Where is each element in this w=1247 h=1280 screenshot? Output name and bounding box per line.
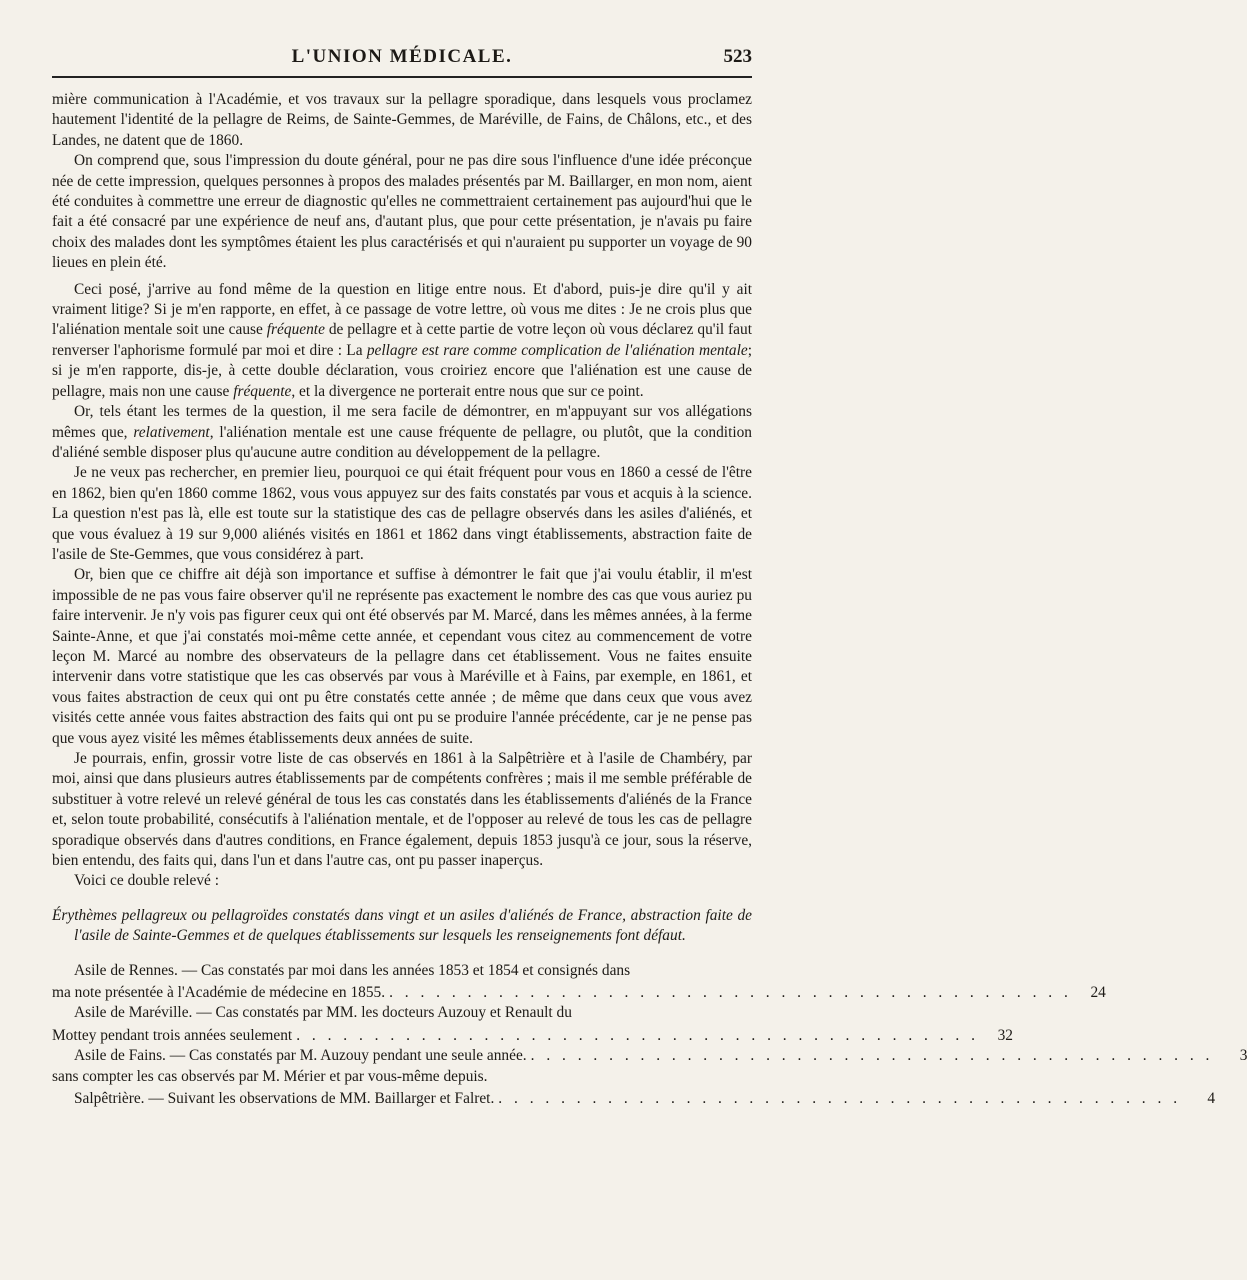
text-run: , l'aliénation mentale est une cause fréquente de pellagre, ou plutôt, que la condition d'aliéné semble disposer plus qu'aucune autre condition au développement de la pellagre.	[52, 423, 753, 461]
paragraph	[52, 749, 752, 871]
text-run: Voici ce double relevé :	[74, 872, 220, 890]
tally-line	[52, 983, 1106, 1003]
tally-label: ma note présentée à l'Académie de médecine en 1855.	[52, 984, 386, 1002]
paragraph	[52, 151, 752, 273]
paragraph	[52, 90, 752, 151]
text-run: Or, bien que ce chiffre ait déjà son importance et suffise à démontrer le fait que j'ai voulu établir, il m'est impossible de ne pas vous faire observer qu'il ne représente pas exactement le nombre des cas que vous auriez pu faire intervenir. Je n'y vois pas figurer ceux qui ont été observés par M. Marcé, dans les mêmes années, à la ferme Sainte-Anne, et que j'ai constatés moi-même cette année, et cependant vous citez au commencement de votre leçon M. Marcé au nombre des observateurs de la pellagre dans cet établissement. Vous ne faites ensuite intervenir dans votre statistique que les cas observés par vous à Maréville et à Fains, par exemple, en 1861, et vous faites abstraction de ceux qui ont pu être constatés cette année ; de même que dans ceux que vous avez visités cette année vous faites abstraction des faits qui ont pu se produire l'année précédente, car je ne pense pas que vous ayez visité les mêmes établissements deux années de suite.	[52, 566, 752, 747]
tally-count: 3	[1239, 1047, 1247, 1065]
dot-leader: . . . . . . . . . . . . . . . . . . . . . . . . . . . . . . . . . . . . . . . . . . . .	[389, 984, 1072, 1002]
page-number: 523	[723, 46, 752, 67]
italic-run: fréquente	[233, 382, 292, 400]
text-run: On comprend que, sous l'impression du doute général, pour ne pas dire sous l'influence d'une idée préconçue née de cette impression, quelques personnes à propos des malades présentés par M. Baillarger, en mon nom, aient été conduites à commettre une erreur de diagnostic qu'elles ne commettraient certainement pas aujourd'hui que le fait a été consacré par une expérience de neuf ans, d'autant plus, que pour cette présentation, je n'avais pu faire choix des malades dont les symptômes étaient les plus caractérisés et qui n'auraient pu supporter un voyage de 90 lieues en plein été.	[52, 152, 752, 272]
tally-line	[52, 1026, 1013, 1046]
text-run: Je ne veux pas rechercher, en premier lieu, pourquoi ce qui était fréquent pour vous en 1860 a cessé de l'être en 1862, bien qu'en 1860 comme 1862, vous vous appuyez sur des faits constatés par vous et acquis à la science. La question n'est pas là, elle est toute sur la statistique des cas de pellagre observés dans les asiles d'aliénés, et que vous évaluez à 19 sur 9,000 aliénés visités en 1861 et 1862 dans vingt établissements, abstraction faite de l'asile de Ste-Gemmes, que vous considérez à part.	[52, 464, 752, 563]
tally-label: Asile de Fains. — Cas constatés par M. Auzouy pendant une seule année.	[74, 1047, 527, 1065]
italic-run: pellagre est rare comme complication de l'aliénation mentale	[366, 341, 748, 359]
running-title: L'UNION MÉDICALE.	[291, 46, 513, 67]
italic-run: relativement	[133, 423, 210, 441]
text-run: , et la divergence ne porterait entre nous que sur ce point.	[291, 382, 644, 400]
case-tally	[52, 961, 1247, 1110]
text-run: Or, tels étant les termes de la question, il me sera facile de démontrer, en m'appuyant sur vos allégations mêmes que,	[52, 403, 752, 441]
text-run: ; si je m'en rapporte, dis-je, à cette double déclaration, vous croiriez encore que l'aliénation est une cause de pellagre, mais non une cause	[52, 341, 752, 400]
paragraph	[52, 871, 752, 891]
body-text	[52, 90, 752, 892]
tally-count: 4	[1207, 1090, 1216, 1108]
dot-leader: . . . . . . . . . . . . . . . . . . . . . . . . . . . . . . . . . . . . . . . . . . . .	[498, 1090, 1182, 1108]
tally-entry-continuation: sans compter les cas observés par M. Mérier et par vous-même depuis.	[52, 1067, 488, 1085]
paragraph	[52, 463, 752, 565]
text-run: Je pourrais, enfin, grossir votre liste de cas observés en 1861 à la Salpêtrière et à l'asile de Chambéry, par moi, ainsi que dans plusieurs autres établissements par de compétents confrères ; mais il me semble préférable de substituer à votre relevé un relevé général de tous les cas constatés dans les établissements d'aliénés de la France et, selon toute probabilité, consécutifs à l'aliénation mentale, et de l'opposer au relevé de tous les cas de pellagre sporadique observés dans d'autres conditions, en France également, depuis 1853 jusqu'à ce jour, sous la réserve, bien entendu, des faits qui, dans l'un et dans l'autre cas, ont pu passer inaperçus.	[52, 750, 752, 870]
text-run: de pellagre et à cette partie de votre leçon où vous déclarez qu'il faut renverser l'aphorisme formulé par moi et dire : La	[52, 321, 752, 359]
text-run: Ceci posé, j'arrive au fond même de la question en litige entre nous. Et d'abord, puis-je dire qu'il y ait vraiment litige? Si je m'en rapporte, en effet, à ce passage de votre lettre, où vous me dites : Je ne crois plus que l'aliénation mentale soit une cause	[52, 280, 752, 339]
paragraph	[52, 402, 752, 463]
tally-count: 32	[997, 1026, 1013, 1044]
table-caption: Érythèmes pellagreux ou pellagroïdes constatés dans vingt et un asiles d'aliénés de France, abstraction faite de l'asile de Sainte-Gemmes et de quelques établissements sur lesquels les renseignements font défaut.	[52, 906, 752, 945]
tally-entry-lead: Asile de Maréville. — Cas constatés par MM. les docteurs Auzouy et Renault du	[74, 1004, 572, 1022]
page-header	[52, 40, 752, 74]
tally-line	[52, 1046, 1247, 1066]
dot-leader: . . . . . . . . . . . . . . . . . . . . . . . . . . . . . . . . . . . . . . . . . . . .	[296, 1026, 979, 1044]
paragraph	[52, 565, 752, 749]
tally-line	[52, 1089, 1216, 1109]
tally-entry-lead: Asile de Rennes. — Cas constatés par moi dans les années 1853 et 1854 et consignés dans	[74, 961, 631, 979]
tally-label: Mottey pendant trois années seulement	[52, 1026, 293, 1044]
paragraph	[52, 280, 752, 402]
tally-entry	[52, 1089, 1216, 1109]
text-run: mière communication à l'Académie, et vos travaux sur la pellagre sporadique, dans lesquels vous proclamez hautement l'identité de la pellagre de Reims, de Sainte-Gemmes, de Maréville, de Fains, de Châlons, etc., et des Landes, ne datent que de 1860.	[52, 91, 752, 149]
header-rule	[52, 76, 752, 78]
tally-label: Salpêtrière. — Suivant les observations de MM. Baillarger et Falret.	[74, 1090, 495, 1108]
tally-entry	[52, 1046, 1247, 1087]
tally-entry	[52, 1003, 1013, 1046]
tally-entry	[52, 961, 1106, 1004]
tally-count: 24	[1090, 984, 1106, 1002]
italic-run: fréquente	[266, 321, 325, 339]
dot-leader: . . . . . . . . . . . . . . . . . . . . . . . . . . . . . . . . . . . . . . . . . . . .	[530, 1047, 1214, 1065]
